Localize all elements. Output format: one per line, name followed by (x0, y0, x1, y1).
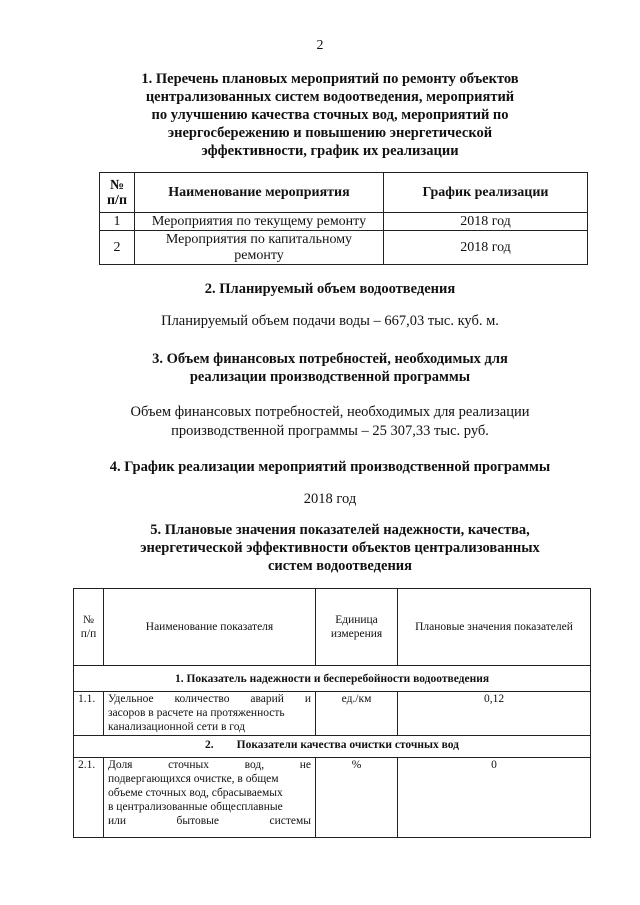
indicator-line: засоров в расчете на протяженность (108, 707, 285, 719)
header-measure: Наименование мероприятия (135, 173, 384, 213)
indicator-line: Удельное количество аварий и (108, 693, 311, 705)
row-unit: ед./км (316, 692, 398, 736)
header-unit: Единица измерения (316, 589, 398, 666)
section-2-text: Планируемый объем подачи воды – 667,03 тыс. куб. м. (161, 313, 499, 329)
indicator-line: в централизованные общесплавные (108, 801, 283, 813)
page-bottom-margin (0, 862, 640, 905)
indicator-line: канализационной сети в год (108, 721, 245, 733)
table-row (74, 758, 591, 838)
table-row (100, 231, 588, 265)
indicator-line: или бытовые системы (108, 815, 311, 827)
row-num: 1.1. (74, 692, 104, 736)
header-indicator: Наименование показателя (104, 589, 316, 666)
section-3-text: Объем финансовых потребностей, необходимых для реализации производственной программы – 25 307,33 тыс. руб. (130, 404, 530, 439)
section-4-title: 4. График реализации мероприятий производственной программы (109, 459, 551, 475)
measures-table (99, 172, 588, 265)
header-values: Плановые значения показателей (398, 589, 591, 666)
group-2-title: 2. Показатели качества очистки сточных вод (74, 736, 591, 758)
row-measure: Мероприятия по текущему ремонту (135, 213, 384, 231)
row-value: 0 (398, 758, 591, 838)
indicator-line: подвергающихся очистке, в общем (108, 773, 279, 785)
row-indicator (104, 758, 316, 838)
table-row (74, 692, 591, 736)
row-unit: % (316, 758, 398, 838)
header-num: № п/п (74, 589, 104, 666)
row-num: 1 (100, 213, 135, 231)
indicators-table (73, 588, 591, 838)
row-indicator (104, 692, 316, 736)
row-num: 2 (100, 231, 135, 265)
row-measure: Мероприятия по капитальному ремонту (135, 231, 384, 265)
header-num: № п/п (100, 173, 135, 213)
row-schedule: 2018 год (384, 213, 588, 231)
section-2-title: 2. Планируемый объем водоотведения (204, 281, 456, 297)
row-num: 2.1. (74, 758, 104, 838)
section-4-text: 2018 год (303, 491, 357, 507)
section-5-title: 5. Плановые значения показателей надежности, качества, энергетической эффективности объектов централизованных систем водоотведения (140, 522, 540, 574)
page-number: 2 (316, 38, 324, 53)
section-3-title: 3. Объем финансовых потребностей, необходимых для реализации производственной программы (152, 351, 508, 385)
section-1-title: 1. Перечень плановых мероприятий по ремонту объектов централизованных систем водоотведения, мероприятий по улучшению качества сточных вод, мероприятий по энергосбережению и повышению энергетической эффективности, график их реализации (141, 71, 519, 159)
row-schedule: 2018 год (384, 231, 588, 265)
table-row (100, 213, 588, 231)
indicator-line: Доля сточных вод, не (108, 759, 311, 771)
indicator-line: объеме сточных вод, сбрасываемых (108, 787, 283, 799)
row-value: 0,12 (398, 692, 591, 736)
header-schedule: График реализации (384, 173, 588, 213)
group-1-title: 1. Показатель надежности и бесперебойности водоотведения (74, 666, 591, 692)
